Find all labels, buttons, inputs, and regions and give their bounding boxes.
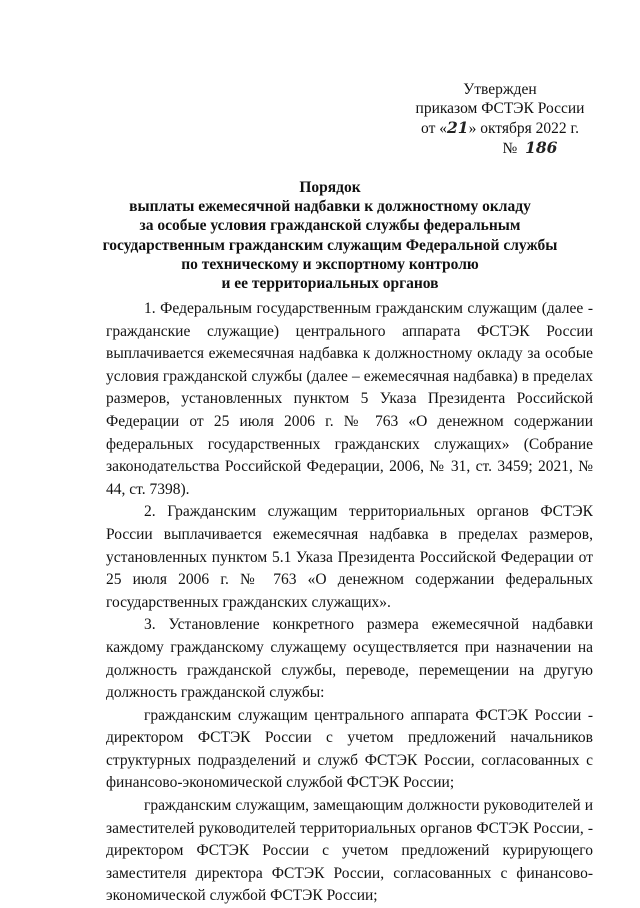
number-sign: № bbox=[502, 140, 518, 157]
handwritten-number: 186 bbox=[525, 138, 558, 157]
document-body bbox=[106, 298, 593, 908]
title-line: выплаты ежемесячной надбавки к должностному окладу bbox=[129, 198, 531, 216]
approval-heading: Утвержден bbox=[463, 81, 537, 98]
date-suffix: » октября 2022 г. bbox=[468, 120, 579, 137]
paragraph-3: 3. Установление конкретного размера ежемесячной надбавки каждому гражданскому служащему осуществляется при назначении на должность гражданской службы, переводе, перемещении на другую должность гражданской службы: bbox=[106, 616, 593, 702]
title-line: за особые условия гражданской службы федеральным bbox=[139, 217, 521, 235]
title-line: государственным гражданским служащим Федеральной службы bbox=[102, 236, 558, 254]
title-line: и ее территориальных органов bbox=[221, 275, 439, 293]
approval-number-line bbox=[405, 138, 595, 158]
title-line: по техническому и экспортному контролю bbox=[181, 255, 479, 273]
paragraph-1: 1. Федеральным государственным гражданским служащим (далее - гражданские служащие) центрального аппарата ФСТЭК России выплачивается ежемесячная надбавка к должностному окладу за особые условия гражданской службы (далее – ежемесячная надбавка) в пределах размеров, установленных пунктом 5 Указа Президента Российской Федерации от 25 июля 2006 г. № 763 «О денежном содержании федеральных государственных гражданских служащих» (Собрание законодательства Российской Федерации, 2006, № 31, ст. 3459; 2021, № 44, ст. 7398). bbox=[106, 300, 593, 498]
document-title bbox=[100, 178, 560, 293]
paragraph-3-item-1: гражданским служащим центрального аппарата ФСТЭК России - директором ФСТЭК России с учетом предложений начальников структурных подразделений и служб ФСТЭК России, согласованных с финансово-экономической службой ФСТЭК России; bbox=[106, 706, 593, 792]
title-line: Порядок bbox=[299, 179, 361, 196]
handwritten-day: 21 bbox=[446, 118, 469, 137]
approval-stamp bbox=[405, 80, 595, 158]
paragraph-3-item-2: гражданским служащим, замещающим должности руководителей и заместителей руководителей территориальных органов ФСТЭК России, - директором ФСТЭК России с учетом предложений курирующего заместителя директора ФСТЭК России, согласованных с финансово-экономической службой ФСТЭК России; bbox=[106, 797, 593, 905]
approval-order-line: приказом ФСТЭК России bbox=[415, 100, 585, 117]
paragraph-2: 2. Гражданским служащим территориальных органов ФСТЭК России выплачивается ежемесячная надбавка в пределах размеров, установленных пунктом 5.1 Указа Президента Российской Федерации от 25 июля 2006 г. № 763 «О денежном содержании федеральных государственных гражданских служащих». bbox=[106, 503, 593, 611]
date-prefix: от « bbox=[421, 120, 447, 137]
approval-date-line bbox=[405, 118, 595, 138]
